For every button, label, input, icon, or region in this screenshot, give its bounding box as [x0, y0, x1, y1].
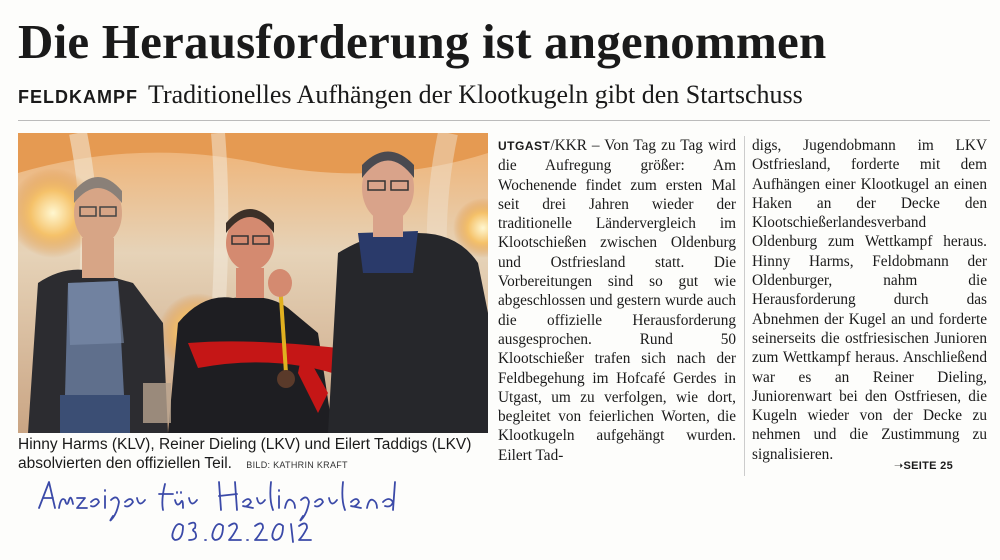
column1-text: Von Tag zu Tag wird die Aufregung größer: Am Wochenende findet zum ersten Mal seit drei Jahren wieder der traditionelle Ländervergleich im Klootschießen zwischen Oldenburg und Ostfriesland statt. Die Vorbereitungen sind so gut wie abgeschlossen und gestern wurde auch die offizielle Herausforderung ausgesprochen. Rund 50 Klootschießer trafen sich nach der Feldbegehung im Hofcafé Gerdes in Utgast, um zu verfolgen, wie dort, begleitet von feierlichen Worten, die Klootkugeln aufgehängt wurden. Eilert Tad-: [498, 137, 736, 464]
photo: [18, 133, 488, 433]
handwritten-signature: [25, 470, 445, 550]
handwritten-note: [25, 470, 445, 550]
column-divider: [744, 136, 745, 476]
author-code: /KKR –: [550, 137, 605, 154]
article-column-1: [498, 136, 736, 465]
continue-reference: ➝SEITE 25: [894, 460, 953, 472]
dateline: UTGAST: [498, 139, 551, 153]
caption-text: Hinny Harms (KLV), Reiner Dieling (LKV) und Eilert Taddigs (LKV) absolvierten den offiziellen Teil.: [18, 436, 472, 472]
photo-caption: [18, 435, 488, 475]
subline: [18, 80, 993, 110]
divider: [18, 120, 990, 121]
subtitle: Traditionelles Aufhängen der Klootkugeln gibt den Startschuss: [148, 80, 803, 109]
photo-credit: BILD: KATHRIN KRAFT: [246, 460, 348, 470]
article-column-2: [752, 136, 987, 464]
photo-image: [18, 133, 488, 433]
kicker: FELDKAMPF: [18, 87, 138, 107]
column2-text: digs, Jugendobmann im LKV Ostfriesland, forderte mit dem Aufhängen einer Klootkugel an einen Haken an der Decke den Klootschießerlandesverband Oldenburg zum Wettkampf heraus. Hinny Harms, Feldobmann der Oldenburger, nahm die Herausforderung durch das Abnehmen der Kugel an und forderte seinerseits die ostfriesischen Junioren zum Wettkampf heraus. Anschließend war es an Reiner Dieling, Juniorenwart bei den Ostfriesen, die Kugeln wieder von der Decke zu nehmen und die Zustimmung zu signalisieren.: [752, 137, 987, 463]
headline: Die Herausforderung ist angenommen: [18, 14, 827, 69]
